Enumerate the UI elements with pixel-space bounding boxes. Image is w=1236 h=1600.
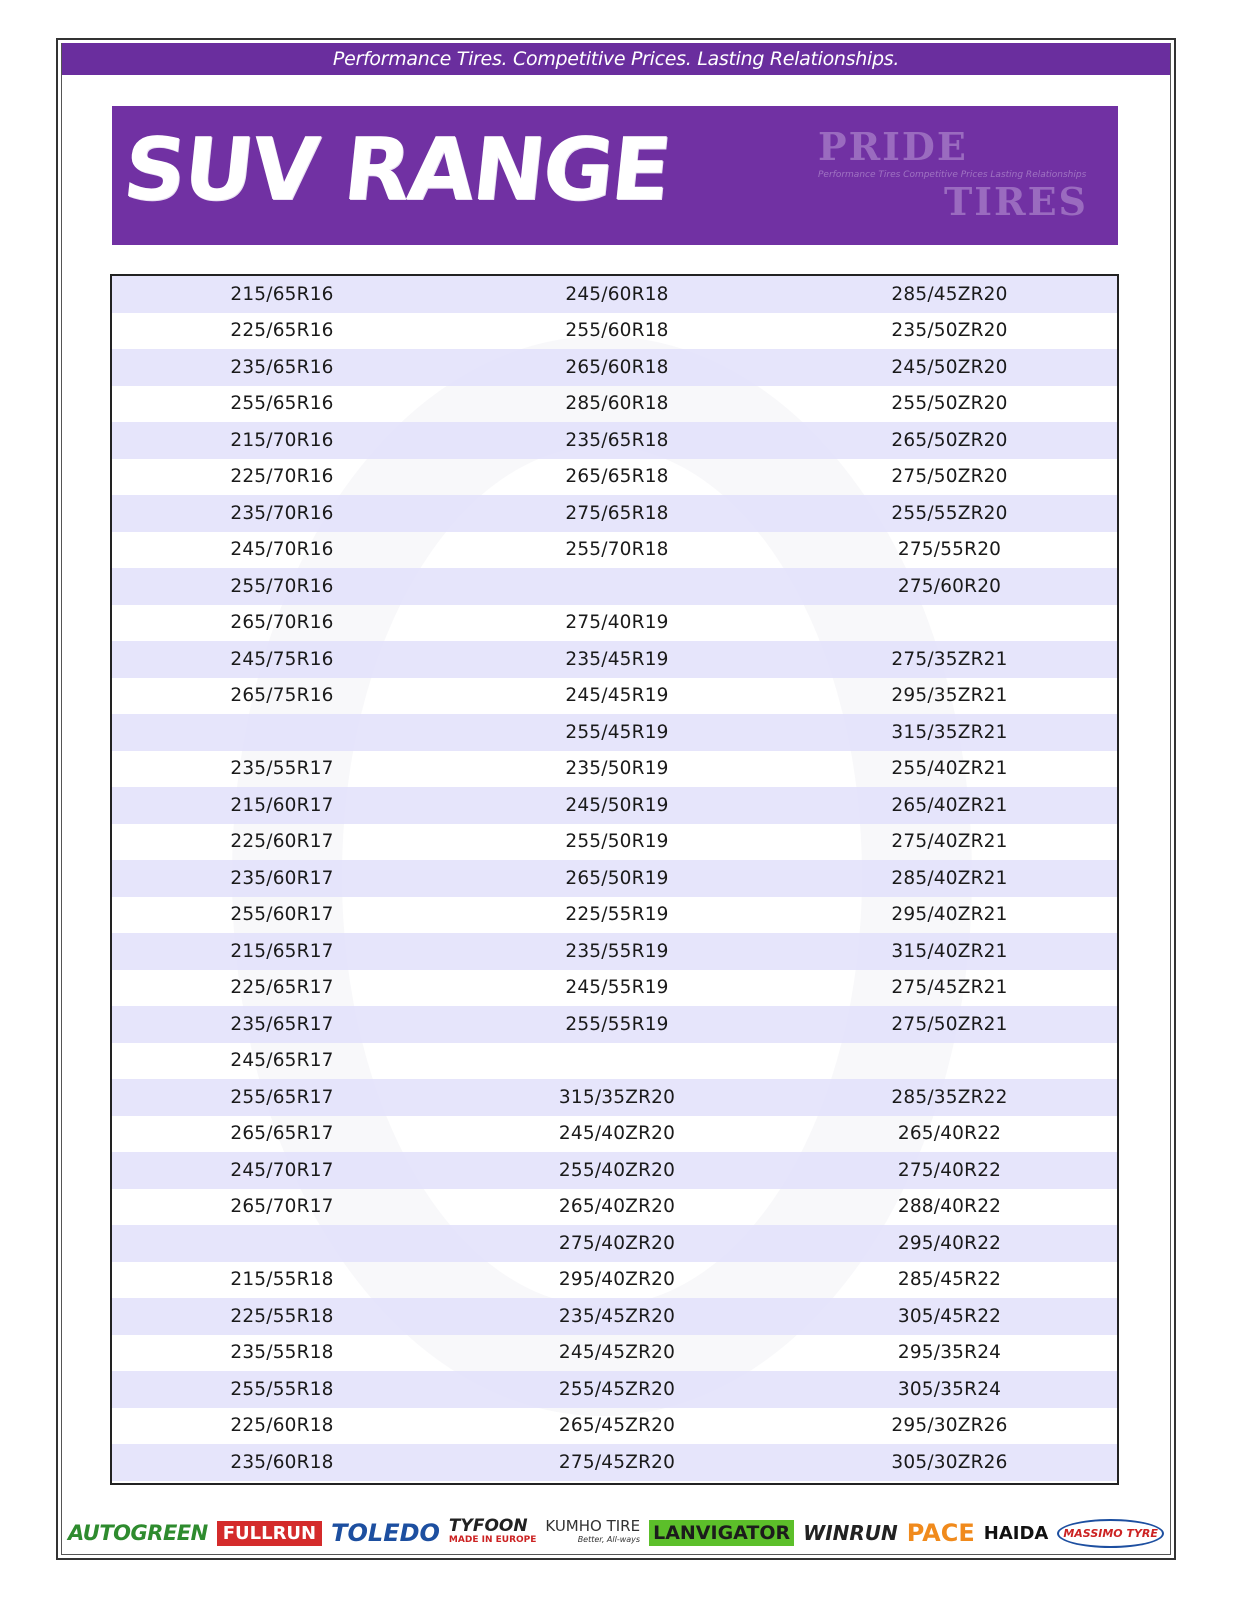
brand-tyfoon-name: TYFOON bbox=[448, 1516, 528, 1536]
tire-size-cell: 295/40ZR21 bbox=[891, 904, 1008, 926]
tire-size-cell: 265/65R17 bbox=[230, 1123, 334, 1145]
table-row bbox=[112, 824, 1117, 861]
table-row bbox=[112, 678, 1117, 715]
tire-size-cell: 245/45R19 bbox=[565, 685, 669, 707]
table-row bbox=[112, 641, 1117, 678]
brand-pace-logo: PACE bbox=[906, 1519, 975, 1547]
tire-size-cell: 285/40ZR21 bbox=[891, 867, 1008, 889]
tire-size-cell: 235/65R18 bbox=[565, 429, 669, 451]
brand-massimo-logo: MASSIMO TYRE bbox=[1057, 1519, 1164, 1548]
tire-size-cell: 255/55ZR20 bbox=[891, 502, 1008, 524]
logo-tagline: Performance Tires Competitive Prices Lasting Relationships bbox=[818, 170, 1087, 180]
table-row bbox=[112, 1079, 1117, 1116]
tire-size-cell: 315/40ZR21 bbox=[891, 940, 1008, 962]
tire-size-cell: 255/70R16 bbox=[230, 575, 334, 597]
tire-size-cell: 275/50ZR21 bbox=[891, 1013, 1008, 1035]
tire-size-cell: 235/65R17 bbox=[230, 1013, 334, 1035]
tire-size-cell: 235/65R16 bbox=[230, 356, 334, 378]
table-row bbox=[112, 568, 1117, 605]
table-row bbox=[112, 933, 1117, 970]
tire-size-cell: 265/65R18 bbox=[565, 466, 669, 488]
table-row bbox=[112, 313, 1117, 350]
tire-size-cell: 255/50ZR20 bbox=[891, 393, 1008, 415]
logo-word-top: PRIDE bbox=[818, 124, 968, 169]
tire-size-cell: 275/45ZR21 bbox=[891, 977, 1008, 999]
tire-size-cell: 255/40ZR21 bbox=[891, 758, 1008, 780]
tire-size-cell: 235/45R19 bbox=[565, 648, 669, 670]
tire-size-cell: 235/55R17 bbox=[230, 758, 334, 780]
tire-size-cell: 295/35ZR21 bbox=[891, 685, 1008, 707]
tire-size-cell: 235/55R19 bbox=[565, 940, 669, 962]
tire-size-cell: 215/65R17 bbox=[230, 940, 334, 962]
table-row bbox=[112, 1006, 1117, 1043]
tire-size-cell: 255/55R18 bbox=[230, 1378, 334, 1400]
tire-size-cell: 235/60R17 bbox=[230, 867, 334, 889]
tire-size-cell: 265/40ZR20 bbox=[558, 1196, 676, 1218]
tire-size-cell: 225/60R18 bbox=[230, 1415, 334, 1437]
tire-size-cell: 245/75R16 bbox=[230, 648, 334, 670]
logo-word-bottom: TIRES bbox=[943, 179, 1088, 224]
tire-size-cell: 235/50ZR20 bbox=[891, 320, 1008, 342]
tire-size-cell: 255/50R19 bbox=[565, 831, 669, 853]
tire-size-cell: 285/45ZR20 bbox=[891, 283, 1008, 305]
tire-size-cell: 245/50ZR20 bbox=[891, 356, 1008, 378]
tire-size-cell: 245/70R17 bbox=[230, 1159, 334, 1181]
tire-size-cell: 305/35R24 bbox=[897, 1378, 1002, 1400]
tire-size-cell: 245/50R19 bbox=[565, 794, 669, 816]
brand-kumho-sub: Better, All-ways bbox=[577, 1535, 641, 1544]
tire-size-cell: 275/40R19 bbox=[565, 612, 669, 634]
tire-size-cell: 235/70R16 bbox=[230, 502, 334, 524]
tire-size-cell: 235/50R19 bbox=[565, 758, 669, 780]
brand-autogreen-logo: AUTOGREEN bbox=[68, 1521, 208, 1545]
table-row bbox=[112, 276, 1117, 313]
tire-size-cell: 235/45ZR20 bbox=[558, 1305, 676, 1327]
tire-size-cell: 255/45ZR20 bbox=[558, 1378, 676, 1400]
brand-tyfoon-logo bbox=[448, 1516, 537, 1547]
tire-size-cell: 225/60R17 bbox=[230, 831, 334, 853]
tire-size-cell: 295/40R22 bbox=[897, 1232, 1002, 1254]
brand-lanvigator-logo: LANVIGATOR bbox=[649, 1520, 794, 1546]
table-row bbox=[112, 897, 1117, 934]
tire-size-cell: 275/45ZR20 bbox=[558, 1451, 676, 1473]
table-row bbox=[112, 1189, 1117, 1226]
brand-winrun-logo: WINRUN bbox=[803, 1521, 898, 1545]
tire-size-cell: 225/65R17 bbox=[230, 977, 334, 999]
table-row bbox=[112, 1152, 1117, 1189]
tire-size-cell: 225/55R19 bbox=[565, 904, 669, 926]
tire-size-cell: 255/55R19 bbox=[565, 1013, 669, 1035]
table-row bbox=[112, 386, 1117, 423]
table-row bbox=[112, 495, 1117, 532]
table-row bbox=[112, 1298, 1117, 1335]
table-row bbox=[112, 970, 1117, 1007]
tire-size-cell: 275/55R20 bbox=[897, 539, 1002, 561]
tire-size-cell: 245/45ZR20 bbox=[558, 1342, 676, 1364]
tire-size-cell: 275/40ZR20 bbox=[558, 1232, 676, 1254]
brand-tyfoon-sub: MADE IN EUROPE bbox=[448, 1535, 537, 1545]
table-row bbox=[112, 532, 1117, 569]
tire-size-cell: 255/45R19 bbox=[565, 721, 669, 743]
table-row bbox=[112, 1335, 1117, 1372]
tire-size-cell: 285/35ZR22 bbox=[891, 1086, 1008, 1108]
table-row bbox=[112, 422, 1117, 459]
brand-haida-logo: HAIDA bbox=[983, 1522, 1049, 1544]
tire-size-cell: 275/65R18 bbox=[565, 502, 669, 524]
table-row bbox=[112, 1225, 1117, 1262]
table-row bbox=[112, 459, 1117, 496]
table-row bbox=[112, 605, 1117, 642]
tire-size-cell: 295/35R24 bbox=[897, 1342, 1002, 1364]
tagline-bar: Performance Tires. Competitive Prices. Lasting Relationships. bbox=[62, 43, 1170, 75]
brand-kumho-name: KUMHO TIRE bbox=[545, 1517, 641, 1535]
tire-size-cell: 245/40ZR20 bbox=[558, 1123, 676, 1145]
table-row bbox=[112, 751, 1117, 788]
tire-size-cell: 215/70R16 bbox=[230, 429, 334, 451]
tire-size-cell: 255/70R18 bbox=[565, 539, 669, 561]
tire-size-cell: 265/40ZR21 bbox=[891, 794, 1008, 816]
tire-size-cell: 215/65R16 bbox=[230, 283, 334, 305]
brand-fullrun-logo: FULLRUN bbox=[217, 1521, 322, 1546]
banner bbox=[112, 106, 1118, 245]
tire-size-cell: 285/45R22 bbox=[897, 1269, 1002, 1291]
tire-size-cell: 265/60R18 bbox=[565, 356, 669, 378]
tire-size-cell: 255/60R17 bbox=[230, 904, 334, 926]
pride-tires-logo bbox=[818, 124, 1088, 224]
tire-size-cell: 305/30ZR26 bbox=[891, 1451, 1008, 1473]
tire-size-cell: 305/45R22 bbox=[897, 1305, 1002, 1327]
table-row bbox=[112, 714, 1117, 751]
tire-size-cell: 255/40ZR20 bbox=[558, 1159, 676, 1181]
table-row bbox=[112, 1408, 1117, 1445]
table-row bbox=[112, 787, 1117, 824]
tire-size-cell: 245/55R19 bbox=[565, 977, 669, 999]
table-row bbox=[112, 1371, 1117, 1408]
tire-size-cell: 265/50R19 bbox=[565, 867, 669, 889]
tire-size-cell: 245/70R16 bbox=[230, 539, 334, 561]
tire-size-cell: 265/40R22 bbox=[897, 1123, 1002, 1145]
tire-size-cell: 265/75R16 bbox=[230, 685, 334, 707]
brand-strip bbox=[62, 1510, 1170, 1556]
tire-size-cell: 315/35ZR20 bbox=[558, 1086, 676, 1108]
tire-size-cell: 285/60R18 bbox=[565, 393, 669, 415]
tire-size-cell: 275/40R22 bbox=[897, 1159, 1002, 1181]
tire-size-cell: 255/60R18 bbox=[565, 320, 669, 342]
table-row bbox=[112, 860, 1117, 897]
tire-size-cell: 265/70R16 bbox=[230, 612, 334, 634]
tire-size-cell: 265/70R17 bbox=[230, 1196, 334, 1218]
tire-size-cell: 235/55R18 bbox=[230, 1342, 334, 1364]
table-row bbox=[112, 349, 1117, 386]
tire-size-cell: 255/65R16 bbox=[230, 393, 334, 415]
table-row bbox=[112, 1262, 1117, 1299]
tire-size-cell: 275/60R20 bbox=[897, 575, 1002, 597]
table-row bbox=[112, 1444, 1117, 1481]
table-row bbox=[112, 1043, 1117, 1080]
tire-size-cell: 295/30ZR26 bbox=[891, 1415, 1008, 1437]
tire-size-cell: 225/55R18 bbox=[230, 1305, 334, 1327]
tire-size-cell: 275/50ZR20 bbox=[891, 466, 1008, 488]
tire-size-cell: 225/70R16 bbox=[230, 466, 334, 488]
brand-kumho-logo bbox=[545, 1519, 640, 1547]
tire-size-cell: 265/45ZR20 bbox=[558, 1415, 676, 1437]
tire-size-cell: 275/35ZR21 bbox=[891, 648, 1008, 670]
tire-size-cell: 215/60R17 bbox=[230, 794, 334, 816]
tire-size-cell: 275/40ZR21 bbox=[891, 831, 1008, 853]
tire-size-cell: 215/55R18 bbox=[230, 1269, 334, 1291]
tire-size-cell: 295/40ZR20 bbox=[558, 1269, 676, 1291]
tire-size-cell: 245/65R17 bbox=[230, 1050, 334, 1072]
table-row bbox=[112, 1116, 1117, 1153]
tire-size-table bbox=[110, 274, 1119, 1485]
tire-size-cell: 315/35ZR21 bbox=[891, 721, 1008, 743]
banner-title: SUV RANGE bbox=[118, 120, 674, 220]
tire-size-cell: 235/60R18 bbox=[230, 1451, 334, 1473]
tire-size-cell: 255/65R17 bbox=[230, 1086, 334, 1108]
tire-size-cell: 245/60R18 bbox=[565, 283, 669, 305]
tire-size-cell: 225/65R16 bbox=[230, 320, 334, 342]
brand-toledo-logo: TOLEDO bbox=[331, 1519, 440, 1547]
tire-size-cell: 265/50ZR20 bbox=[891, 429, 1008, 451]
tire-size-cell: 288/40R22 bbox=[897, 1196, 1002, 1218]
